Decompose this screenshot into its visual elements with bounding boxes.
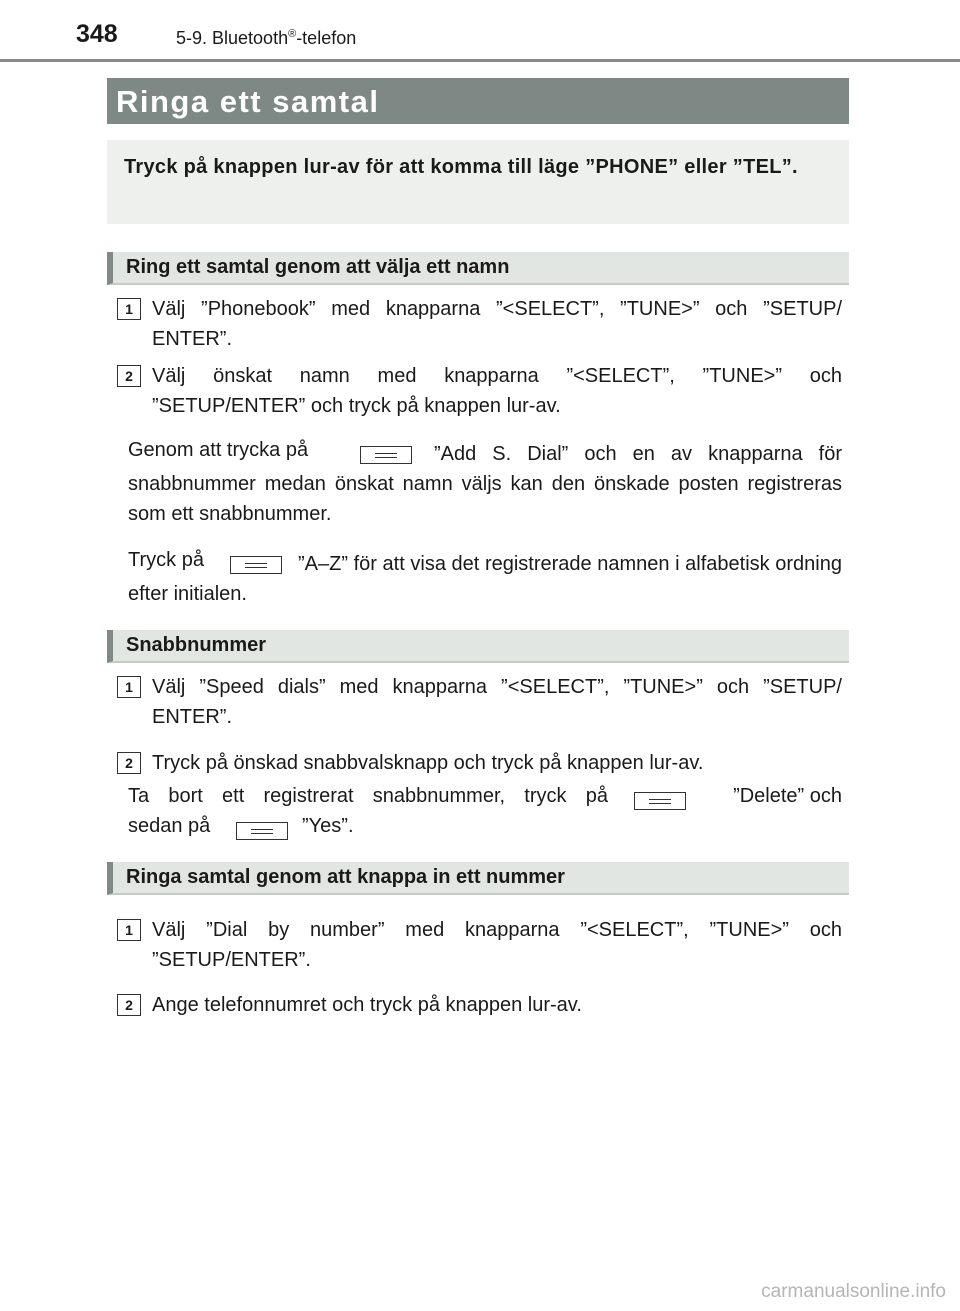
note-text: sedan på	[128, 815, 211, 837]
step-number: 2	[117, 994, 141, 1016]
section-heading-name	[107, 252, 849, 285]
note-text: Ta bort ett registrerat snabbnummer, tryck på	[128, 785, 608, 807]
menu-button-icon	[360, 446, 412, 464]
note-delete	[128, 785, 842, 845]
note-text: ”Delete” och	[733, 785, 842, 807]
menu-button-icon	[634, 792, 686, 810]
step-text: Ange telefonnumret och tryck på knappen lur-av.	[152, 994, 582, 1016]
step-number: 1	[117, 298, 141, 320]
intro-text: Tryck på knappen lur-av för att komma till läge ”PHONE” eller ”TEL”.	[124, 156, 798, 178]
note-a-z	[128, 549, 842, 609]
section-heading-speed-dial	[107, 630, 849, 663]
step-text: Välj ”Dial by number” med knapparna ”<SELECT”, ”TUNE>” och ”SETUP/ENTER”.	[152, 919, 842, 971]
section-heading-dial-number	[107, 862, 849, 895]
step-number: 2	[117, 752, 141, 774]
chapter-title	[176, 28, 356, 49]
note-text-after: ”Add S. Dial” och en av knapparna för snabbnummer medan önskat namn väljs kan den önskade posten registreras som ett snabbnummer.	[128, 443, 842, 525]
watermark: carmanualsonline.info	[761, 1281, 946, 1302]
step-number: 1	[117, 676, 141, 698]
menu-button-icon	[236, 822, 288, 840]
page-number: 348	[76, 20, 118, 48]
chapter-suffix: -telefon	[296, 28, 357, 48]
step-text: Välj ”Phonebook” med knapparna ”<SELECT”, ”TUNE>” och ”SETUP/ ENTER”.	[152, 298, 842, 350]
header-rule	[0, 59, 960, 62]
section-heading-text: Snabbnummer	[126, 634, 267, 656]
section-heading-text: Ringa samtal genom att knappa in ett nummer	[126, 866, 565, 888]
step-text: Tryck på önskad snabbvalsknapp och tryck på knappen lur-av.	[152, 752, 704, 774]
title-bar	[107, 78, 849, 124]
section-heading-text: Ring ett samtal genom att välja ett namn	[126, 256, 510, 278]
note-text-before: Tryck på	[128, 549, 204, 571]
step-text: Välj önskat namn med knapparna ”<SELECT”, ”TUNE>” och ”SETUP/ENTER” och tryck på knappen lur-av.	[152, 365, 842, 417]
registered-mark: ®	[288, 28, 297, 40]
intro-box	[107, 140, 849, 224]
note-text-before: Genom att trycka på	[128, 439, 309, 461]
menu-button-icon	[230, 556, 282, 574]
step-text: Välj ”Speed dials” med knapparna ”<SELECT”, ”TUNE>” och ”SETUP/ ENTER”.	[152, 676, 842, 728]
note-add-speed-dial	[128, 439, 842, 529]
chapter-text: 5-9. Bluetooth	[176, 28, 289, 48]
step-number: 2	[117, 365, 141, 387]
note-text: ”Yes”.	[302, 815, 354, 837]
page-title: Ringa ett samtal	[116, 84, 380, 119]
step-number: 1	[117, 919, 141, 941]
note-text-after: ”A–Z” för att visa det registrerade namnen i alfabetisk ordning efter initialen.	[128, 553, 842, 605]
